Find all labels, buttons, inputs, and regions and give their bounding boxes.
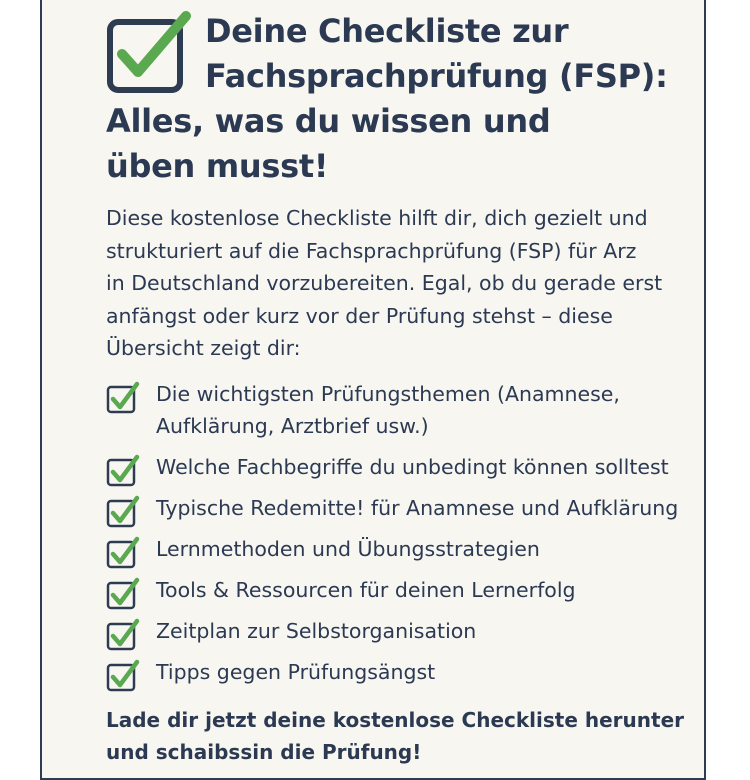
checkbox-checked-icon bbox=[106, 617, 140, 651]
checklist-item-label: Die wichtigsten Prüfungsthemen (Anamnese, bbox=[156, 382, 620, 406]
intro-line: in Deutschland vorzubereiten. Egal, ob du gerade erst bbox=[106, 271, 663, 295]
cta-line: und schaibssin die Prüfung! bbox=[106, 740, 422, 764]
checkbox-checked-icon bbox=[106, 576, 140, 610]
checklist-item bbox=[106, 492, 706, 524]
checkbox-checked-icon bbox=[106, 494, 140, 528]
checklist-item-label: Tipps gegen Prüfungsängst bbox=[156, 660, 436, 684]
checklist-item bbox=[106, 533, 706, 565]
checklist-item-label: Lernmethoden und Übungsstrategien bbox=[156, 537, 540, 561]
checklist-item-label: Aufklärung, Arztbrief usw.) bbox=[156, 414, 429, 438]
checkbox-checked-icon bbox=[106, 535, 140, 569]
checklist-item bbox=[106, 451, 706, 483]
intro-line: anfängst oder kurz vor der Prüfung stehst – diese bbox=[106, 303, 613, 328]
checklist-item bbox=[106, 656, 706, 688]
checklist-item bbox=[106, 378, 706, 442]
checklist-item-label: Zeitplan zur Selbstorganisation bbox=[156, 619, 477, 643]
page-title bbox=[106, 9, 686, 189]
intro-line: Diese kostenlose Checkliste hilft dir, dich gezielt und bbox=[106, 206, 648, 230]
title-line: Alles, was du wissen und bbox=[106, 102, 551, 140]
checklist-item bbox=[106, 615, 706, 647]
title-line: üben musst! bbox=[106, 147, 329, 185]
checkbox-checked-icon bbox=[106, 453, 140, 487]
title-line: Fachsprachprüfung (FSP): bbox=[205, 57, 668, 95]
checkbox-checked-icon bbox=[106, 380, 140, 414]
intro-paragraph bbox=[106, 202, 696, 365]
cta-line: Lade dir jetzt deine kostenlose Checkliste herunter bbox=[106, 708, 684, 732]
title-line: Deine Checkliste zur bbox=[205, 12, 569, 50]
checklist-item-label: Typische Redemitte! für Anamnese und Aufklärung bbox=[156, 496, 679, 520]
checklist bbox=[106, 378, 706, 697]
checklist-item bbox=[106, 574, 706, 606]
call-to-action bbox=[106, 704, 706, 768]
intro-line: strukturiert auf die Fachsprachprüfung (FSP) für Arz bbox=[106, 238, 637, 263]
intro-line: Übersicht zeigt dir: bbox=[106, 336, 301, 360]
checkbox-checked-icon bbox=[106, 658, 140, 692]
checklist-item-label: Welche Fachbegriffe du unbedingt können solltest bbox=[156, 455, 669, 479]
checklist-item-label: Tools & Ressourcen für deinen Lernerfolg bbox=[156, 578, 576, 602]
